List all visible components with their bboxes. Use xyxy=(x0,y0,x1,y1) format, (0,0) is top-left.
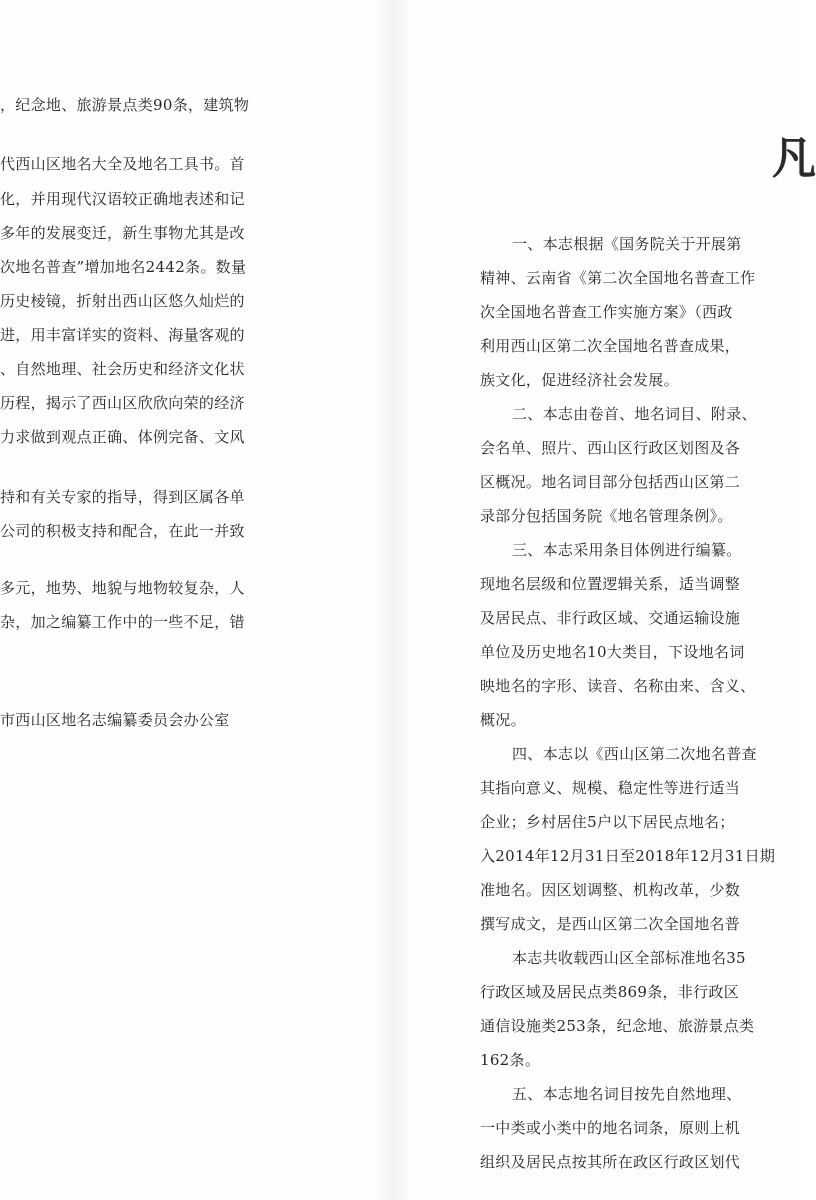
left-text-line-4: 多年的发展变迁，新生事物尤其是改 xyxy=(0,224,245,242)
left-text-line-10: 力求做到观点正确、体例完备、文风 xyxy=(0,428,245,446)
right-page xyxy=(420,0,816,1200)
left-signature-line: 市西山区地名志编纂委员会办公室 xyxy=(0,711,230,729)
right-text-line-16: 四、本志以《西山区第二次地名普查 xyxy=(512,745,757,763)
right-text-line-28: 组织及居民点按其所在政区行政区划代 xyxy=(480,1153,741,1171)
right-text-line-21: 撰写成文，是西山区第二次全国地名普 xyxy=(480,915,741,933)
right-text-line-27: 一中类或小类中的地名词条，原则上机 xyxy=(480,1119,741,1137)
right-text-line-11: 现地名层级和位置逻辑关系，适当调整 xyxy=(480,575,741,593)
right-page-heading: 凡 xyxy=(772,133,816,184)
right-text-line-10: 三、本志采用条目体例进行编纂。 xyxy=(512,541,742,559)
right-text-line-5: 族文化，促进经济社会发展。 xyxy=(480,371,679,389)
right-text-line-25: 162条。 xyxy=(480,1051,541,1069)
right-text-line-7: 会名单、照片、西山区行政区划图及各 xyxy=(480,439,741,457)
right-text-line-15: 概况。 xyxy=(480,711,526,729)
right-text-line-19: 入2014年12月31日至2018年12月31日期 xyxy=(480,847,776,865)
right-text-line-8: 区概况。地名词目部分包括西山区第二 xyxy=(480,473,741,491)
left-text-line-6: 历史棱镜，折射出西山区悠久灿烂的 xyxy=(0,292,245,310)
right-text-line-20: 准地名。因区划调整、机构改革，少数 xyxy=(480,881,741,899)
right-text-line-14: 映地名的字形、读音、名称由来、含义、 xyxy=(480,677,756,695)
right-text-line-24: 通信设施类253条，纪念地、旅游景点类 xyxy=(480,1017,755,1035)
left-text-line-5: 次地名普查”增加地名2442条。数量 xyxy=(0,258,247,276)
left-text-line-1: ，纪念地、旅游景点类90条，建筑物 xyxy=(0,96,250,114)
left-text-line-9: 历程，揭示了西山区欣欣向荣的经济 xyxy=(0,394,245,412)
left-text-line-13: 多元，地势、地貌与地物较复杂，人 xyxy=(0,579,245,597)
left-text-line-7: 进，用丰富详实的资料、海量客观的 xyxy=(0,326,245,344)
left-text-line-8: 、自然地理、社会历史和经济文化状 xyxy=(0,360,245,378)
right-text-line-26: 五、本志地名词目按先自然地理、 xyxy=(512,1085,742,1103)
right-text-line-1: 一、本志根据《国务院关于开展第 xyxy=(512,235,742,253)
right-text-line-6: 二、本志由卷首、地名词目、附录、 xyxy=(512,405,757,423)
right-text-line-4: 利用西山区第二次全国地名普查成果， xyxy=(480,337,741,355)
right-text-line-17: 其指向意义、规模、稳定性等进行适当 xyxy=(480,779,741,797)
left-text-line-11: 持和有关专家的指导，得到区属各单 xyxy=(0,488,245,506)
left-text-line-2: 代西山区地名大全及地名工具书。首 xyxy=(0,155,245,173)
right-text-line-23: 行政区域及居民点类869条，非行政区 xyxy=(480,983,740,1001)
left-page xyxy=(0,0,360,1200)
book-gutter-shadow xyxy=(372,0,412,1200)
right-text-line-18: 企业；乡村居住5户以下居民点地名； xyxy=(480,813,735,831)
left-text-line-3: 化，并用现代汉语较正确地表述和记 xyxy=(0,190,245,208)
left-text-line-14: 杂，加之编纂工作中的一些不足，错 xyxy=(0,613,245,631)
left-text-line-12: 公司的积极支持和配合，在此一并致 xyxy=(0,522,245,540)
right-text-line-13: 单位及历史地名10大类目，下设地名词 xyxy=(480,643,745,661)
right-text-line-2: 精神、云南省《第二次全国地名普查工作 xyxy=(480,269,756,287)
right-text-line-12: 及居民点、非行政区域、交通运输设施 xyxy=(480,609,741,627)
right-text-line-22: 本志共收载西山区全部标准地名35 xyxy=(512,949,746,967)
right-text-line-9: 录部分包括国务院《地名管理条例》。 xyxy=(480,507,733,525)
right-text-line-3: 次全国地名普查工作实施方案》（西政 xyxy=(480,303,733,321)
